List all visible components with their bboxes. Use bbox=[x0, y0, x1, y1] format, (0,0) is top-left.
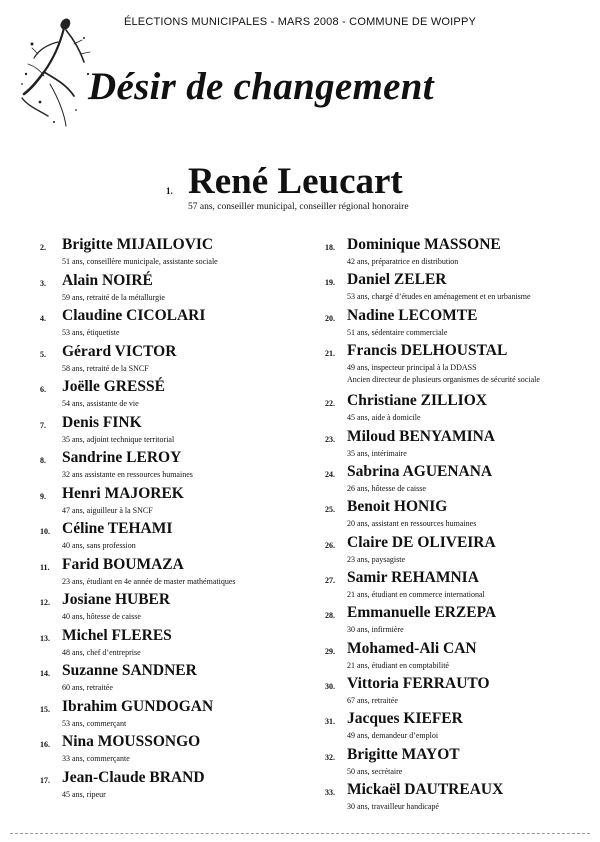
bottom-divider bbox=[10, 833, 590, 834]
candidate-description: 35 ans, adjoint technique territorial bbox=[62, 435, 175, 444]
candidate-description: 49 ans, demandeur d’emploi bbox=[347, 731, 439, 740]
candidate-description: 57 ans, conseiller municipal, conseiller régional honoraire bbox=[188, 202, 409, 212]
candidate-name: Christiane ZILLIOX bbox=[347, 392, 487, 409]
candidate-number: 8. bbox=[40, 456, 46, 465]
candidate-name: Gérard VICTOR bbox=[62, 343, 177, 360]
candidate-number: 20. bbox=[325, 314, 335, 323]
candidate-description: 47 ans, aiguilleur à la SNCF bbox=[62, 506, 153, 515]
candidate-number: 5. bbox=[40, 350, 46, 359]
candidate-description: 60 ans, retraitée bbox=[62, 683, 113, 692]
candidate-description: 45 ans, ripeur bbox=[62, 790, 106, 799]
candidate-description: 20 ans, assistant en ressources humaines bbox=[347, 519, 477, 528]
candidate-number: 3. bbox=[40, 279, 46, 288]
candidate-number: 16. bbox=[40, 740, 50, 749]
candidate-name: Alain NOIRÉ bbox=[62, 272, 153, 289]
candidate-name: Joëlle GRESSÉ bbox=[62, 378, 165, 395]
candidate-number: 11. bbox=[40, 563, 50, 572]
candidate-description: 53 ans, étiquetiste bbox=[62, 328, 120, 337]
candidate-number: 29. bbox=[325, 647, 335, 656]
candidate-name: Vittoria FERRAUTO bbox=[347, 675, 490, 692]
candidate-number: 30. bbox=[325, 682, 335, 691]
candidate-name: Jacques KIEFER bbox=[347, 710, 463, 727]
candidate-description: 30 ans, travailleur handicapé bbox=[347, 802, 439, 811]
candidate-description: 59 ans, retraité de la métallurgie bbox=[62, 293, 165, 302]
slogan-title: Désir de changement bbox=[88, 65, 434, 108]
candidate-name: Céline TEHAMI bbox=[62, 520, 173, 537]
candidate-number: 22. bbox=[325, 399, 335, 408]
candidate-description: 53 ans, commerçant bbox=[62, 719, 127, 728]
candidate-description: 21 ans, étudiant en commerce international bbox=[347, 590, 485, 599]
candidate-name: Dominique MASSONE bbox=[347, 236, 501, 253]
candidate-name: Brigitte MIJAILOVIC bbox=[62, 236, 214, 253]
candidate-name: Sabrina AGUENANA bbox=[347, 463, 493, 480]
election-header: ÉLECTIONS MUNICIPALES - MARS 2008 - COMMUNE DE WOIPPY bbox=[123, 16, 477, 28]
candidate-description: 67 ans, retraitée bbox=[347, 696, 398, 705]
candidate-name: Henri MAJOREK bbox=[62, 485, 184, 502]
candidate-name: Claire DE OLIVEIRA bbox=[347, 534, 496, 551]
candidate-description: 32 ans assistante en ressources humaines bbox=[62, 470, 193, 479]
candidate-description: 30 ans, infirmière bbox=[347, 625, 404, 634]
candidate-description: 50 ans, secrétaire bbox=[347, 767, 403, 776]
candidate-name: Brigitte MAYOT bbox=[347, 746, 460, 763]
candidate-name: Daniel ZELER bbox=[347, 271, 447, 288]
candidate-name: Denis FINK bbox=[62, 414, 142, 431]
candidate-number: 31. bbox=[325, 717, 335, 726]
candidate-number: 23. bbox=[325, 435, 335, 444]
candidate-description: 53 ans, chargé d’études en aménagement et en urbanisme bbox=[347, 292, 531, 301]
candidate-number: 14. bbox=[40, 669, 50, 678]
candidate-name: Miloud BENYAMINA bbox=[347, 428, 495, 445]
candidate-description: 49 ans, inspecteur principal à la DDASS bbox=[347, 363, 477, 372]
candidate-number: 25. bbox=[325, 505, 335, 514]
candidate-description: 35 ans, intérimaire bbox=[347, 449, 407, 458]
candidate-number: 24. bbox=[325, 470, 335, 479]
candidate-description: 48 ans, chef d’entreprise bbox=[62, 648, 141, 657]
candidate-description: 26 ans, hôtesse de caisse bbox=[347, 484, 426, 493]
candidate-description: 33 ans, commerçante bbox=[62, 754, 130, 763]
candidate-name: Samir REHAMNIA bbox=[347, 569, 479, 586]
candidate-number: 12. bbox=[40, 598, 50, 607]
candidate-name: Jean-Claude BRAND bbox=[62, 769, 205, 786]
candidate-number: 2. bbox=[40, 243, 46, 252]
candidate-number: 7. bbox=[40, 421, 46, 430]
candidate-name: Suzanne SANDNER bbox=[62, 662, 197, 679]
candidate-number: 26. bbox=[325, 541, 335, 550]
candidate-name: Nadine LECOMTE bbox=[347, 307, 478, 324]
candidate-name: Farid BOUMAZA bbox=[62, 556, 184, 573]
candidate-number: 9. bbox=[40, 492, 46, 501]
candidate-number: 19. bbox=[325, 278, 335, 287]
candidate-description: 58 ans, retraité de la SNCF bbox=[62, 364, 149, 373]
candidate-description: 54 ans, assistante de vie bbox=[62, 399, 139, 408]
candidate-number: 13. bbox=[40, 634, 50, 643]
candidate-name: Nina MOUSSONGO bbox=[62, 733, 201, 750]
candidate-number: 6. bbox=[40, 385, 46, 394]
candidate-name: Mohamed-Ali CAN bbox=[347, 640, 477, 657]
candidate-number: 28. bbox=[325, 611, 335, 620]
candidate-number: 1. bbox=[166, 186, 173, 196]
candidate-number: 33. bbox=[325, 788, 335, 797]
candidate-name: Ibrahim GUNDOGAN bbox=[62, 698, 214, 715]
candidate-description: 51 ans, sédentaire commerciale bbox=[347, 328, 448, 337]
candidate-name: Josiane HUBER bbox=[62, 591, 171, 608]
candidate-name: Mickaël DAUTREAUX bbox=[347, 781, 504, 798]
candidate-name: René Leucart bbox=[188, 161, 403, 202]
candidate-name: Francis DELHOUSTAL bbox=[347, 342, 508, 359]
candidate-name: Benoit HONIG bbox=[347, 498, 448, 515]
candidate-description: 45 ans, aide à domicile bbox=[347, 413, 421, 422]
candidate-number: 21. bbox=[325, 349, 335, 358]
candidate-number: 4. bbox=[40, 314, 46, 323]
candidate-description: 51 ans, conseillère municipale, assistante sociale bbox=[62, 257, 218, 266]
candidate-number: 10. bbox=[40, 527, 50, 536]
candidate-description: 40 ans, sans profession bbox=[62, 541, 136, 550]
candidate-name: Sandrine LEROY bbox=[62, 449, 182, 466]
candidate-number: 32. bbox=[325, 753, 335, 762]
candidate-description-extra: Ancien directeur de plusieurs organismes de sécurité sociale bbox=[347, 375, 540, 384]
candidate-number: 17. bbox=[40, 776, 50, 785]
candidate-name: Michel FLERES bbox=[62, 627, 172, 644]
candidate-description: 23 ans, paysagiste bbox=[347, 555, 405, 564]
candidate-number: 15. bbox=[40, 705, 50, 714]
candidate-name: Emmanuelle ERZEPA bbox=[347, 604, 497, 621]
candidate-description: 42 ans, préparatrice en distribution bbox=[347, 257, 459, 266]
candidate-name: Claudine CICOLARI bbox=[62, 307, 206, 324]
candidate-description: 40 ans, hôtesse de caisse bbox=[62, 612, 141, 621]
candidate-description: 21 ans, étudiant en comptabilité bbox=[347, 661, 449, 670]
candidate-description: 23 ans, étudiant en 4e année de master mathématiques bbox=[62, 577, 236, 586]
candidate-number: 27. bbox=[325, 576, 335, 585]
candidate-number: 18. bbox=[325, 243, 335, 252]
